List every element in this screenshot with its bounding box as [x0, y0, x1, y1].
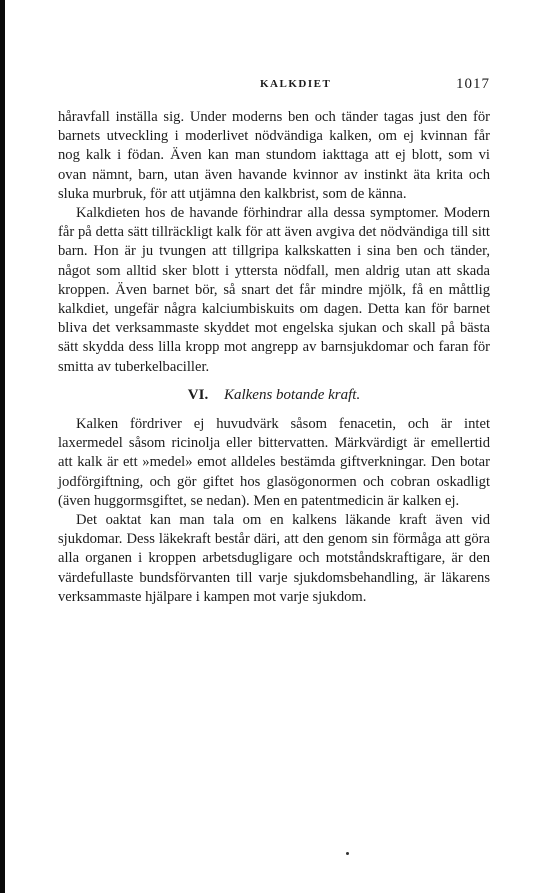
page-header	[60, 76, 490, 98]
paragraph: Kalkdieten hos de havande förhindrar alla dessa symptomer. Modern får på detta sätt tillräckligt kalk för att även avgiva det nödvändiga till sitt barn. Hon är ju tvungen att tillgripa kalkskatten i sina ben och tänder, något som alltid sker blott i yttersta nödfall, men aldrig utan att skada kroppen. Även barnet bör, så snart det får mindre mjölk, få en måttlig kalkdiet, ungefär några kalciumbiskuits om dagen. Detta kan för barnet bliva det verksammaste skyddet mot engelska sjukan och skall på bästa sätt skydda dess lilla kropp mot angrepp av barnsjukdomar och faran för smitta av tuberkelbaciller.	[58, 205, 490, 375]
running-head: KALKDIET	[260, 78, 332, 90]
page-number: 1017	[456, 76, 490, 92]
paragraph: Det oaktat kan man tala om en kalkens läkande kraft även vid sjukdomar. Dess läkekraft består däri, att den genom sin förmåga att göra alla organen i kroppen arbetsdugligare och motståndskraftigare, är den värdefullaste bundsförvanten till varje sjukdomsbehandling, är läkarens verksammaste hjälpare i kampen mot varje sjukdom.	[58, 512, 490, 605]
section-title: Kalkens botande kraft.	[223, 386, 361, 403]
page-body	[58, 108, 490, 607]
scan-edge	[0, 0, 5, 893]
section-heading	[58, 386, 490, 405]
section-number: VI.	[187, 386, 209, 403]
print-speck	[346, 852, 349, 855]
paragraph: håravfall inställa sig. Under moderns ben och tänder tagas just den för barnets utveckling i moderlivet nödvändiga kalken, om ej kvinnan får nog kalk i födan. Även kan man stundom iakttaga att ej blott, som vi ovan nämnt, barn, utan även havande kvinnor av instinkt äta krita och sluka murbruk, för att utjämna den kalkbrist, som de känna.	[58, 109, 490, 202]
paragraph: Kalken fördriver ej huvudvärk såsom fenacetin, och är intet laxermedel såsom ricinolja eller bittervatten. Märkvärdigt är emellertid att kalk är ett »medel» emot alldeles bestämda giftverkningar. Den botar jodförgiftning, och gör giftet hos glasögonormen och cobran oskadligt (även huggormsgiftet, se nedan). Men en patentmedicin är kalken ej.	[58, 416, 490, 509]
